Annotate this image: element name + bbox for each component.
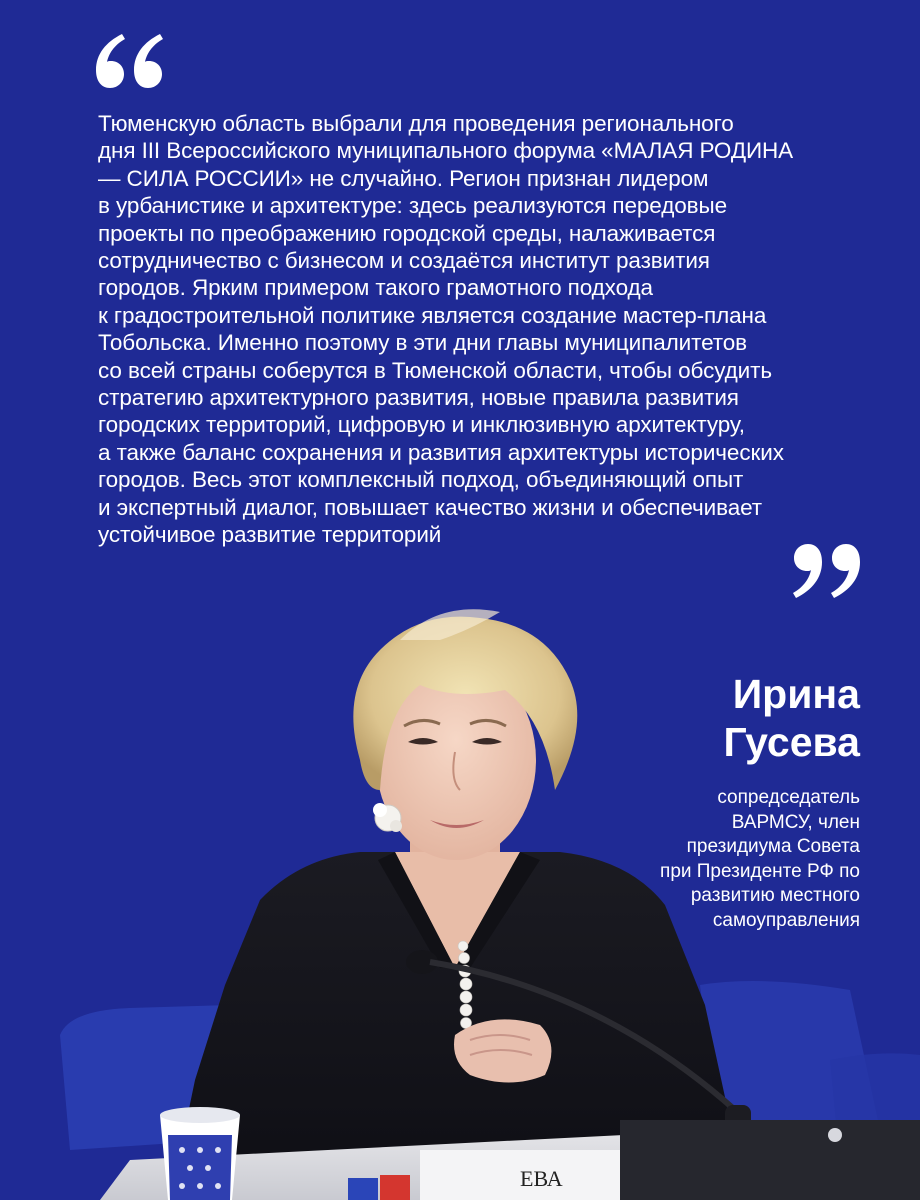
quote-line: Тобольска. Именно поэтому в эти дни главы муниципалитетов <box>98 330 747 356</box>
quote-line: и экспертный диалог, повышает качество жизни и обеспечивает <box>98 494 763 520</box>
quote-line: к градостроительной политике является создание мастер-плана <box>98 302 767 328</box>
quote-line: в урбанистике и архитектуре: здесь реализуются передовые <box>98 193 728 219</box>
speaker-name <box>723 670 860 766</box>
nameplate-text: ЕВА <box>520 1166 563 1191</box>
quote-line: городов. Весь этот комплексный подход, объединяющий опыт <box>98 467 744 493</box>
speaker-first-name: Ирина <box>732 671 860 717</box>
quote-line: устойчивое развитие территорий <box>98 522 442 548</box>
speaker-role <box>660 786 860 933</box>
speaker-last-name: Гусева <box>723 719 860 765</box>
quote-line: — СИЛА РОССИИ» не случайно. Регион признан лидером <box>98 165 709 191</box>
paper-cup <box>160 1107 240 1200</box>
close-quote-icon <box>792 540 864 604</box>
quote-line: со всей страны соберутся в Тюменской области, чтобы обсудить <box>98 357 772 383</box>
role-line: президиума Совета <box>686 836 860 857</box>
quote-line: дня III Всероссийского муниципального форума «МАЛАЯ РОДИНА <box>98 138 794 164</box>
role-line: развитию местного <box>690 885 860 906</box>
role-line: при Президенте РФ по <box>660 860 860 882</box>
open-quote-icon <box>92 28 164 92</box>
quote-line: городов. Ярким примером такого грамотного подхода <box>98 275 653 301</box>
role-line: ВАРМСУ, член <box>731 811 860 833</box>
quote-line: стратегию архитектурного развития, новые правила развития <box>98 385 739 411</box>
quote-text <box>98 110 888 549</box>
quote-line: Тюменскую область выбрали для проведения регионального <box>98 111 734 136</box>
quote-line: городских территорий, цифровую и инклюзивную архитектуру, <box>98 412 745 438</box>
quote-line: сотрудничество с бизнесом и создаётся институт развития <box>98 248 710 274</box>
quote-line: а также баланс сохранения и развития архитектуры исторических <box>98 439 784 465</box>
quote-line: проекты по преображению городской среды, налаживается <box>98 220 716 246</box>
role-line: сопредседатель <box>717 787 860 808</box>
role-line: самоуправления <box>712 909 860 931</box>
